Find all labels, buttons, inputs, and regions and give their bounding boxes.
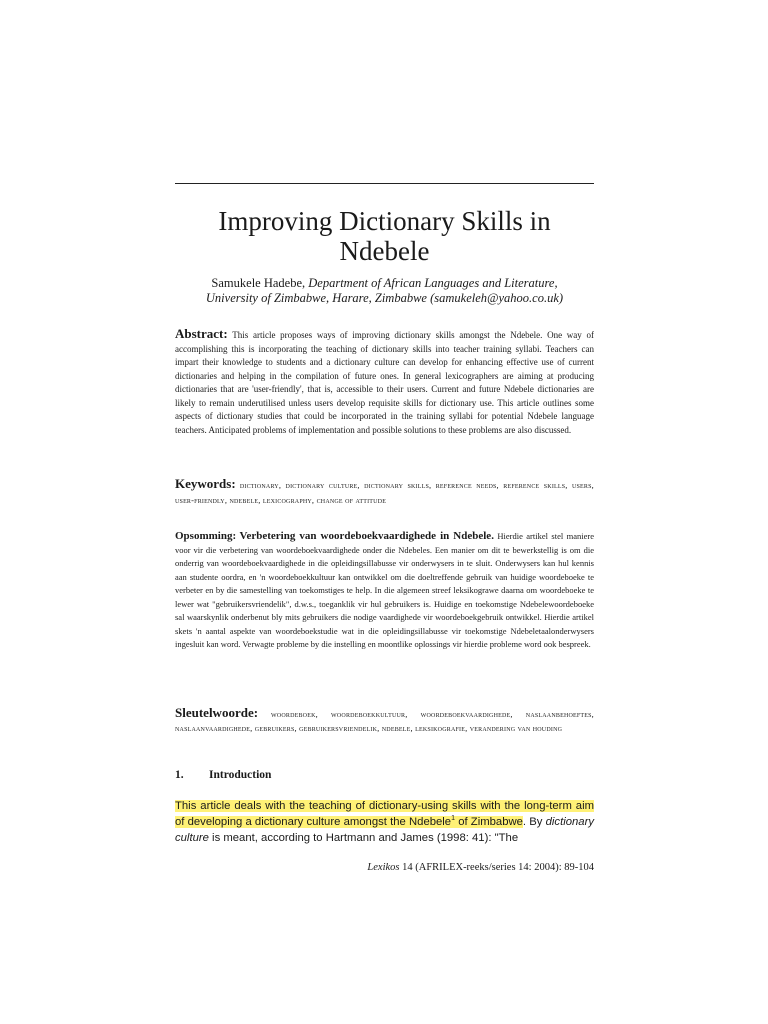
intro-paragraph	[175, 798, 594, 846]
intro-term: dictionary culture	[175, 816, 594, 844]
section-number: 1.	[175, 769, 184, 781]
opsomming-subtitle: Verbetering van woordeboekvaardighede in Ndebele.	[239, 530, 494, 542]
section-title: Introduction	[209, 769, 272, 781]
journal-footer	[175, 862, 594, 873]
intro-connector: . By	[522, 816, 546, 828]
abstract-heading: Abstract:	[175, 326, 228, 341]
journal-citation: 14 (AFRILEX-reeks/series 14: 2004): 89-104	[399, 862, 594, 873]
author-affiliation-2: University of Zimbabwe, Harare, Zimbabwe (samukeleh@yahoo.co.uk)	[205, 291, 564, 305]
keywords-heading: Keywords:	[175, 476, 236, 491]
opsomming-heading: Opsomming:	[175, 530, 237, 542]
article-title: Improving Dictionary Skills in Ndebele	[218, 206, 551, 266]
sleutelwoorde-heading: Sleutelwoorde:	[175, 705, 259, 720]
sleutelwoorde	[175, 706, 594, 735]
journal-name: Lexikos	[367, 862, 400, 873]
author-affiliation-1: Department of African Languages and Literature,	[308, 276, 558, 290]
abstract-text: This article proposes ways of improving dictionary skills amongst the Ndebele. One way of accomplishing this is incorporating the teaching of dictionary skills into teacher training syllabi. Teachers can impart their knowledge to students and a dictionary culture can develop for enhancing effective use of current dictionaries and helping in the compilation of future ones. In general lexicographers are aiming at producing dictionaries that are 'user-friendly', that is, accessible to their users. Current and future Ndebele dictionaries are likely to remain underutilised unless users develop requisite skills for dictionary use. This article outlines some aspects of dictionary studies that could be incorporated in the training syllabi for potential Ndebele language teachers. Anticipated problems of implementation and possible solutions to these problems are also discussed.	[175, 330, 594, 435]
author-name: Samukele Hadebe,	[211, 276, 306, 290]
sleutelwoorde-text: woordeboek, woordeboekkultuur, woordeboekvaardighede, naslaanbehoeftes, naslaanvaardighede, gebruikers, gebruikersvriendelik, ndebele, leksikografie, verandering van houding	[175, 709, 595, 733]
opsomming	[175, 530, 594, 652]
intro-rest: is meant, according to Hartmann and James (1998: 41): "The	[208, 832, 519, 844]
highlight-part-2: of Zimbabwe	[455, 816, 523, 828]
footnote-marker[interactable]: 1	[451, 815, 455, 823]
abstract	[175, 327, 594, 437]
keywords	[175, 476, 594, 508]
keywords-text: dictionary, dictionary culture, dictionary skills, reference needs, reference skills, users, user-friendly, ndebele, lexicography, change of attitude	[175, 480, 594, 505]
opsomming-text: Hierdie artikel stel maniere voor vir die verbetering van woordeboekvaardighede onder die Ndebeles. Een manier om dit te bewerkstellig is om die onderrig van woordeboekvaardighede in die opleidingsillabusse vir onderwysers in te sluit. Onderwysers kan hul kennis aan studente oordra, en 'n woordeboekkultuur kan ontwikkel om die doeltreffende gebruik van huidige woordeboeke te verbeter en by die samestelling van toekomstiges te help. In die algemeen streef leksikograwe daarna om woordeboeke te lewer wat "gebruikersvriendelik", d.w.s., toeganklik vir hul gebruikers is. Huidige en toekomstige Ndebelewoordeboeke sal waarskynlik onderbenut bly mits gebruikers die nodige vaardighede vir woordeboekgebruik ontwikkel. Hierdie artikel skets 'n aantal aspekte van woordeboekstudie wat in die opleidingsillabusse vir toekomstige Ndebeletaalonderwysers ingesluit kan word. Verwagte probleme by die instelling en moontlike oplossings vir hierdie probleme word ook bespreek.	[175, 531, 595, 649]
section-heading	[175, 769, 594, 781]
author-block	[175, 276, 594, 306]
highlight-part-1: This article deals with the teaching of dictionary-using skills with the long-term aim of developing a dictionary culture amongst the Ndebele	[175, 800, 594, 828]
top-rule	[175, 183, 594, 184]
